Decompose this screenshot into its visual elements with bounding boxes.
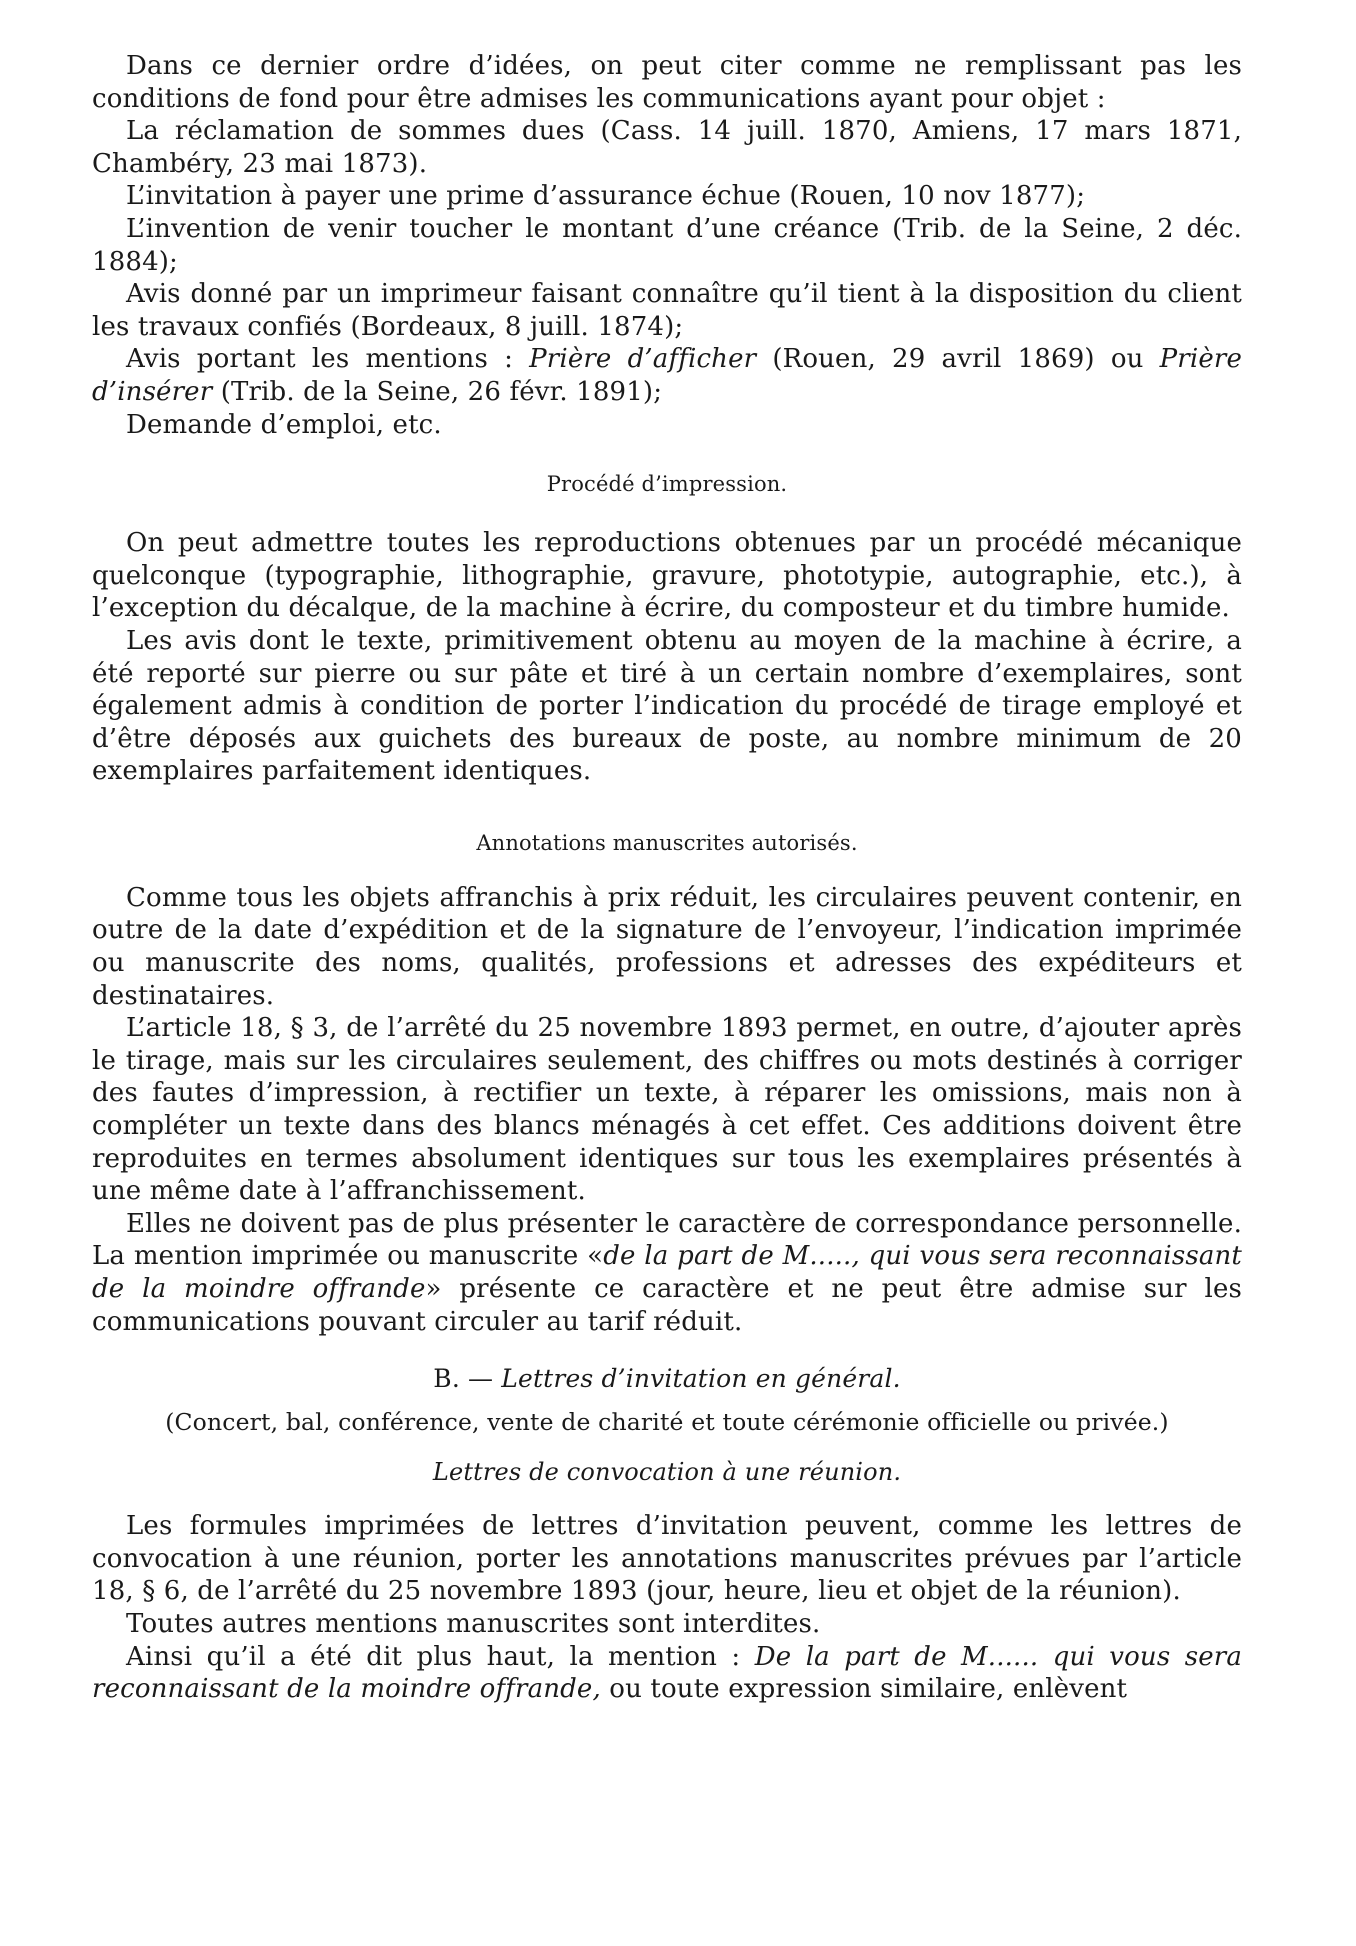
section-b-title xyxy=(92,1362,1242,1396)
body-paragraph xyxy=(92,1208,1242,1338)
section-heading-annotations: Annotations manuscrites autorisés. xyxy=(476,830,858,855)
text-run: Ainsi qu’il a été dit plus haut, la mention : xyxy=(126,1641,755,1672)
list-item: Avis donné par un imprimeur faisant connaître qu’il tient à la disposition du client les travaux confiés (Bordeaux, 8 juill. 1874); xyxy=(92,279,1242,342)
body-paragraph: L’article 18, § 3, de l’arrêté du 25 novembre 1893 permet, en outre, d’ajouter après le tirage, mais sur les circulaires seulement, des chiffres ou mots destinés à corriger des fautes d’impression, à rectifier un texte, à réparer les omissions, mais non à compléter un texte dans des blancs ménagés à cet effet. Ces additions doivent être reproduites en termes absolument identiques sur tous les exemplaires présentés à une même date à l’affranchissement. xyxy=(92,1013,1242,1207)
italic-run: de la part de M....., qui vous sera reconnaissant de la moindre offrande xyxy=(92,1241,1242,1304)
list-item: La réclamation de sommes dues (Cass. 14 juill. 1870, Amiens, 17 mars 1871, Chambéry, 23 mai 1873). xyxy=(92,116,1242,179)
body-paragraph: Les avis dont le texte, primitivement obtenu au moyen de la machine à écrire, a été reporté sur pierre ou sur pâte et tiré à un certain nombre d’exemplaires, sont également admis à condition de porter l’indication du procédé de tirage employé et d’être déposés aux guichets des bureaux de poste, au nombre minimum de 20 exemplaires parfaitement identiques. xyxy=(92,625,1242,787)
body-paragraph: Comme tous les objets affranchis à prix réduit, les circulaires peuvent contenir, en outre de la date d’expédition et de la signature de l’envoyeur, l’indication imprimée ou manuscrite des noms, qualités, professions et adresses des expéditeurs et destinataires. xyxy=(92,882,1242,1011)
list-item: L’invention de venir toucher le montant d’une créance (Trib. de la Seine, 2 déc. 1884); xyxy=(92,213,1242,277)
text-run: (Trib. de la Seine, 26 févr. 1891); xyxy=(212,376,663,407)
section-note: (Concert, bal, conférence, vente de charité et toute cérémonie officielle ou privée.) xyxy=(165,1408,1169,1437)
text-run: ou toute expression similaire, enlèvent xyxy=(600,1674,1128,1705)
list-item: Demande d’emploi, etc. xyxy=(126,409,442,440)
section-subtitle: Lettres de convocation à une réunion. xyxy=(432,1458,902,1487)
section-label: B. — xyxy=(433,1364,494,1394)
document-page xyxy=(92,50,1242,1706)
text-run: » présente ce caractère et ne peut être admise sur les communications pouvant circuler au tarif réduit. xyxy=(92,1274,1242,1337)
italic-run: Prière d’insérer xyxy=(92,344,1242,407)
body-paragraph: Toutes autres mentions manuscrites sont interdites. xyxy=(126,1608,821,1639)
section-title-text: Lettres d’invitation en général. xyxy=(501,1364,901,1394)
list-item xyxy=(92,343,1242,408)
body-paragraph: Les formules imprimées de lettres d’invitation peuvent, comme les lettres de convocation à une réunion, porter les annotations manuscrites prévues par l’article 18, § 6, de l’arrêté du 25 novembre 1893 (jour, heure, lieu et objet de la réunion). xyxy=(92,1511,1242,1607)
text-run: Elles ne doivent pas de plus présenter le caractère de correspondance personnelle. La mention imprimée ou manuscrite « xyxy=(92,1208,1242,1272)
intro-paragraph: Dans ce dernier ordre d’idées, on peut citer comme ne remplissant pas les conditions de fond pour être admises les communications ayant pour objet : xyxy=(92,51,1242,114)
text-run: (Rouen, 29 avril 1869) ou xyxy=(756,344,1160,375)
italic-run: De la part de M...... qui vous sera reconnaissant de la moindre offrande, xyxy=(92,1641,1242,1705)
body-paragraph xyxy=(92,1641,1242,1706)
section-heading-procede: Procédé d’impression. xyxy=(546,472,788,497)
list-item: L’invitation à payer une prime d’assurance échue (Rouen, 10 nov 1877); xyxy=(126,181,1086,212)
text-run: Avis portant les mentions : xyxy=(126,344,530,375)
italic-run: Prière d’afficher xyxy=(529,344,757,375)
body-paragraph: On peut admettre toutes les reproductions obtenues par un procédé mécanique quelconque (typographie, lithographie, gravure, phototypie, autographie, etc.), à l’exception du décalque, de la machine à écrire, du composteur et du timbre humide. xyxy=(92,528,1242,624)
